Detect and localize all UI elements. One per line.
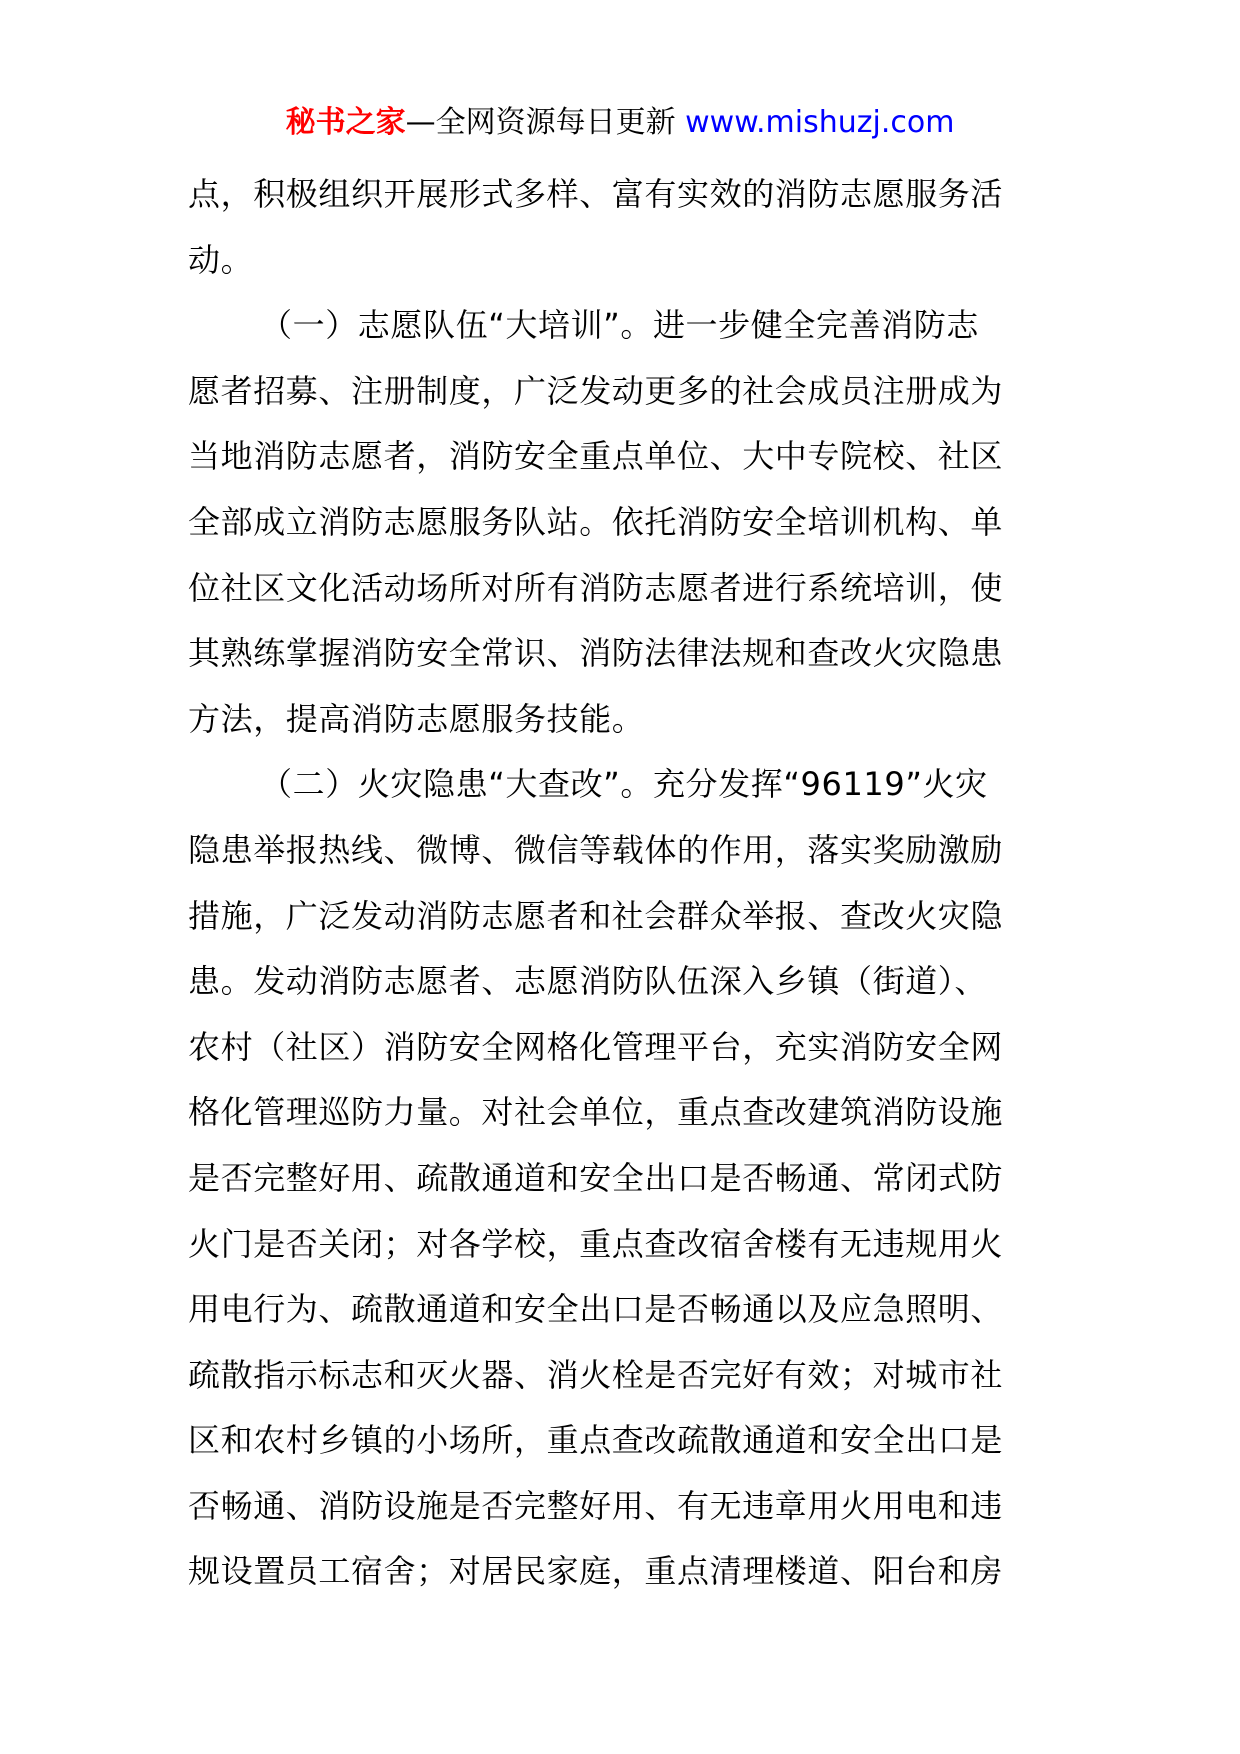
body-line: 愿者招募、注册制度，广泛发动更多的社会成员注册成为 [188, 371, 1004, 410]
body-line: 全部成立消防志愿服务队站。依托消防安全培训机构、单 [188, 502, 1004, 541]
body-line: 其熟练掌握消防安全常识、消防法律法规和查改火灾隐患 [188, 634, 1004, 673]
body-line: 点，积极组织开展形式多样、富有实效的消防志愿服务活 [188, 175, 1004, 213]
body-line: 患。发动消防志愿者、志愿消防队伍深入乡镇（街道）、 [188, 962, 988, 1001]
body-line: 措施，广泛发动消防志愿者和社会群众举报、查改火灾隐 [188, 896, 1004, 935]
body-line: 否畅通、消防设施是否完整好用、有无违章用火用电和违 [188, 1486, 1004, 1525]
body-line: 火门是否关闭；对各学校，重点查改宿舍楼有无违规用火 [188, 1224, 1004, 1263]
body-line: 用电行为、疏散通道和安全出口是否畅通以及应急照明、 [188, 1290, 1004, 1329]
body-line: 位社区文化活动场所对所有消防志愿者进行系统培训，使 [188, 568, 1004, 607]
header-url-link[interactable]: www.mishuzj.com [685, 105, 955, 140]
section-heading-line: （一）志愿队伍“大培训”。进一步健全完善消防志 [260, 306, 979, 345]
brand-name: 秘书之家 [285, 105, 406, 140]
body-line: 方法，提高消防志愿服务技能。 [188, 699, 645, 738]
body-line: 当地消防志愿者，消防安全重点单位、大中专院校、社区 [188, 437, 1004, 476]
document-body [188, 162, 1068, 1605]
body-line: 动。 [188, 240, 254, 279]
body-line: 疏散指示标志和灭火器、消火栓是否完好有效；对城市社 [188, 1355, 1004, 1394]
body-line: 格化管理巡防力量。对社会单位，重点查改建筑消防设施 [188, 1093, 1004, 1132]
body-line: 隐患举报热线、微博、微信等载体的作用，落实奖励激励 [188, 830, 1004, 869]
body-line: 是否完整好用、疏散通道和安全出口是否畅通、常闭式防 [188, 1158, 1004, 1197]
header-tagline: —全网资源每日更新 [405, 105, 676, 140]
body-line: 规设置员工宿舍；对居民家庭，重点清理楼道、阳台和房 [188, 1552, 1004, 1591]
section-heading-line: （二）火灾隐患“大查改”。充分发挥“96119”火灾 [260, 765, 988, 804]
site-header [0, 103, 1240, 143]
body-line: 区和农村乡镇的小场所，重点查改疏散通道和安全出口是 [188, 1421, 1004, 1460]
body-line: 农村（社区）消防安全网格化管理平台，充实消防安全网 [188, 1027, 1004, 1066]
